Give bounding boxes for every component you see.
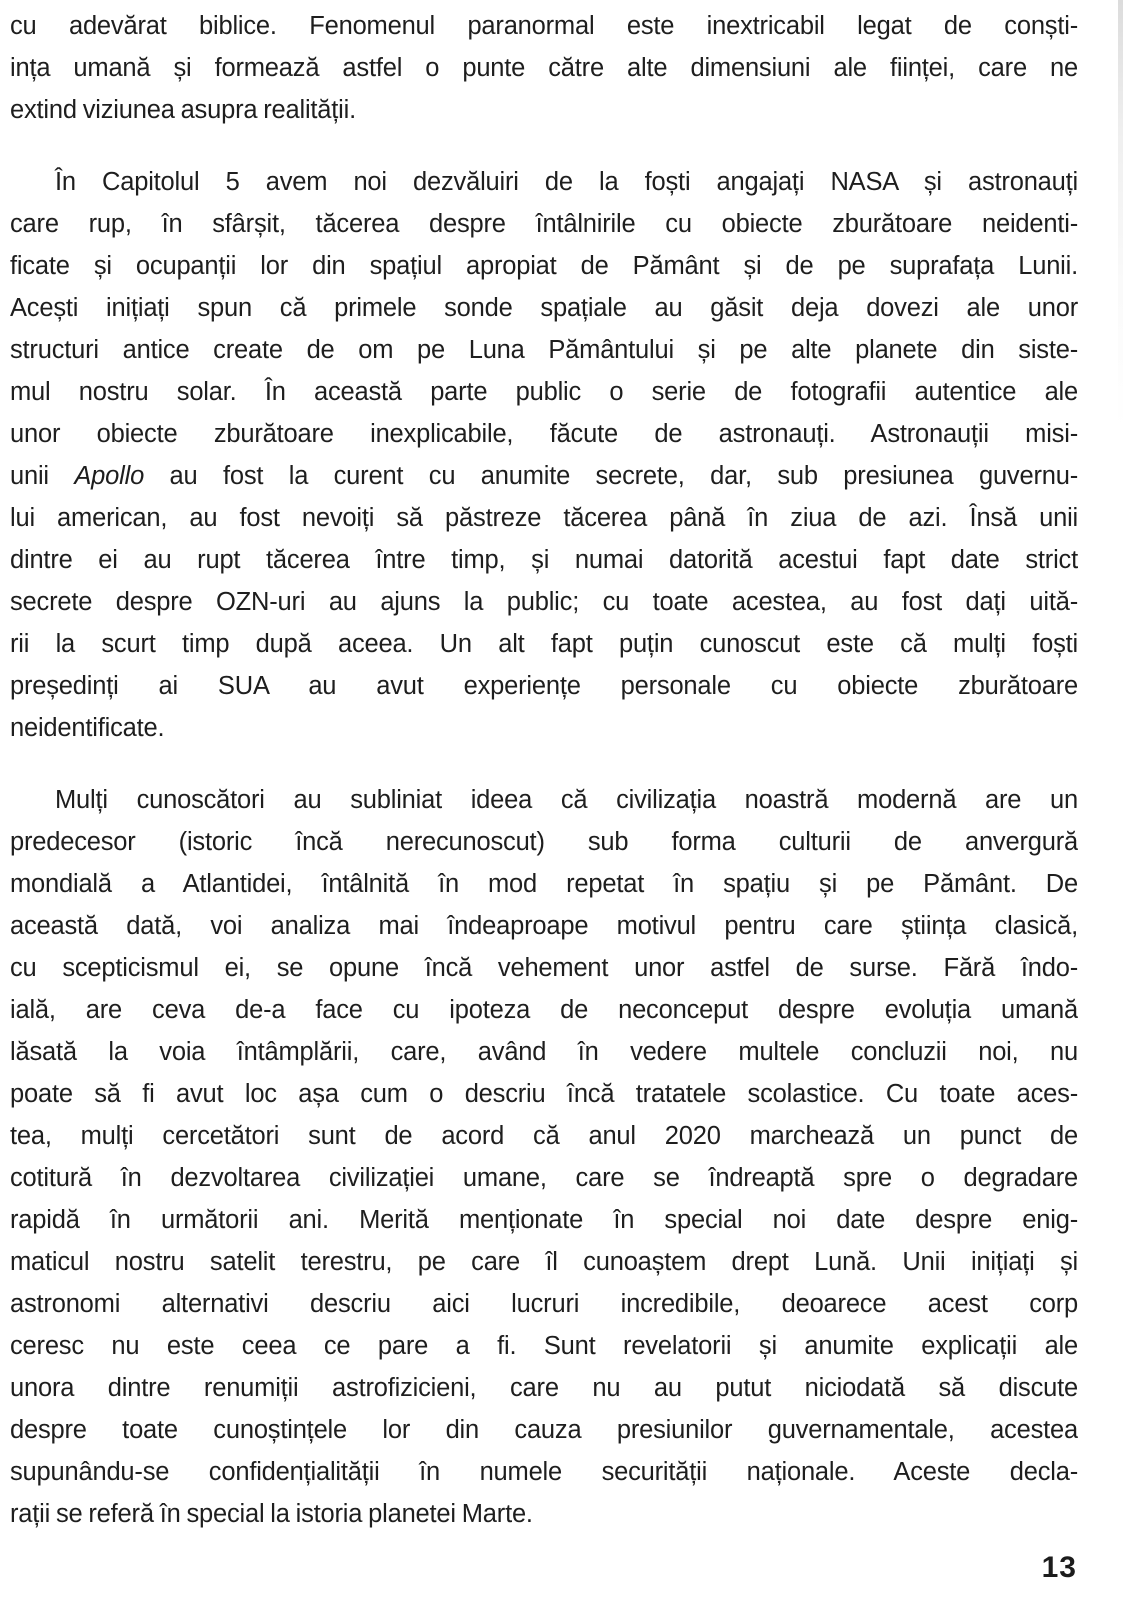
text-line: [10, 245, 1078, 287]
text-segment: extind viziunea asupra realității.: [10, 96, 356, 124]
text-segment: astronomi alternativi descriu aici lucruri incredibile, deoarece acest corp: [10, 1290, 1078, 1318]
text-line: [10, 497, 1078, 539]
text-segment: cotitură în dezvoltarea civilizației umane, care se îndreaptă spre o degradare: [10, 1164, 1078, 1192]
text-segment: rii la scurt timp după aceea. Un alt fapt puțin cunoscut este că mulți foști: [10, 630, 1078, 658]
text-segment: secrete despre OZN-uri au ajuns la public; cu toate acestea, au fost dați uită-: [10, 588, 1078, 616]
italic-text: Apollo: [74, 462, 145, 490]
text-segment: structuri antice create de om pe Luna Pământului și pe alte planete din siste-: [10, 336, 1078, 364]
text-segment: Acești inițiați spun că primele sonde spațiale au găsit deja dovezi ale unor: [10, 294, 1078, 322]
text-segment: dintre ei au rupt tăcerea între timp, și numai datorită acestui fapt date strict: [10, 546, 1078, 574]
text-line: [10, 371, 1078, 413]
text-line: [10, 1199, 1078, 1241]
text-segment: despre toate cunoștințele lor din cauza presiunilor guvernamentale, acestea: [10, 1416, 1078, 1444]
text-line: [10, 1451, 1078, 1493]
text-segment: poate să fi avut loc așa cum o descriu încă tratatele scolastice. Cu toate aces-: [10, 1080, 1078, 1108]
text-line: [10, 821, 1078, 863]
text-line: [10, 1031, 1078, 1073]
text-line: [10, 1157, 1078, 1199]
text-line: [10, 863, 1078, 905]
text-line: [10, 623, 1078, 665]
paragraph-3: [10, 779, 1078, 1535]
text-segment: lui american, au fost nevoiți să păstreze tăcerea până în ziua de azi. Însă unii: [10, 504, 1078, 532]
text-segment: tea, mulți cercetători sunt de acord că anul 2020 marchează un punct de: [10, 1122, 1078, 1150]
text-segment: ința umană și formează astfel o punte către alte dimensiuni ale ființei, care ne: [10, 54, 1078, 82]
text-segment: În Capitolul 5 avem noi dezvăluiri de la foști angajați NASA și astronauți: [55, 168, 1078, 196]
text-segment: mondială a Atlantidei, întâlnită în mod repetat în spațiu și pe Pământ. De: [10, 870, 1078, 898]
text-segment: maticul nostru satelit terestru, pe care îl cunoaștem drept Lună. Unii inițiați și: [10, 1248, 1078, 1276]
text-line: [10, 5, 1078, 47]
text-segment: unii: [10, 462, 75, 490]
page-number: 13: [1041, 1551, 1077, 1584]
text-line: [10, 947, 1078, 989]
text-segment: ficate și ocupanții lor din spațiul apropiat de Pământ și de pe suprafața Lunii.: [10, 252, 1078, 280]
text-segment: unora dintre renumiții astrofizicieni, care nu au putut niciodată să discute: [10, 1374, 1078, 1402]
text-line: [10, 1073, 1078, 1115]
text-segment: au fost la curent cu anumite secrete, dar, sub presiunea guvernu-: [144, 462, 1078, 490]
text-segment: președinți ai SUA au avut experiențe personale cu obiecte zburătoare: [10, 672, 1078, 700]
text-line: [10, 329, 1078, 371]
text-line: [10, 47, 1078, 89]
scan-edge-artifact: [1118, 0, 1123, 430]
text-segment: această dată, voi analiza mai îndeaproape motivul pentru care știința clasică,: [10, 912, 1078, 940]
text-line: [10, 1241, 1078, 1283]
text-line: [10, 989, 1078, 1031]
text-line: [10, 581, 1078, 623]
text-line: [10, 89, 1078, 131]
paragraph-1: [10, 5, 1078, 131]
text-line: [10, 1325, 1078, 1367]
text-line: [10, 1409, 1078, 1451]
text-segment: care rup, în sfârșit, tăcerea despre întâlnirile cu obiecte zburătoare neidenti-: [10, 210, 1078, 238]
text-segment: Mulți cunoscători au subliniat ideea că civilizația noastră modernă are un: [55, 786, 1078, 814]
text-line: [10, 707, 1078, 749]
text-line: [10, 779, 1078, 821]
text-segment: ială, are ceva de-a face cu ipoteza de neconceput despre evoluția umană: [10, 996, 1078, 1024]
text-segment: supunându-se confidențialității în numele securității naționale. Aceste decla-: [10, 1458, 1078, 1486]
text-segment: cu adevărat biblice. Fenomenul paranormal este inextricabil legat de conști-: [10, 12, 1078, 40]
text-line: [10, 1493, 1078, 1535]
text-line: [10, 905, 1078, 947]
page-text: [10, 5, 1078, 1535]
text-line: [10, 413, 1078, 455]
text-line: [10, 539, 1078, 581]
text-line: [10, 665, 1078, 707]
text-line: [10, 161, 1078, 203]
text-segment: mul nostru solar. În această parte public o serie de fotografii autentice ale: [10, 378, 1078, 406]
text-line: [10, 455, 1078, 497]
text-segment: rapidă în următorii ani. Merită menționate în special noi date despre enig-: [10, 1206, 1078, 1234]
text-line: [10, 1367, 1078, 1409]
text-segment: predecesor (istoric încă nerecunoscut) sub forma culturii de anvergură: [10, 828, 1078, 856]
text-segment: cu scepticismul ei, se opune încă vehement unor astfel de surse. Fără îndo-: [10, 954, 1078, 982]
text-segment: rații se referă în special la istoria planetei Marte.: [10, 1500, 533, 1528]
text-segment: lăsată la voia întâmplării, care, având în vedere multele concluzii noi, nu: [10, 1038, 1078, 1066]
text-segment: ceresc nu este ceea ce pare a fi. Sunt revelatorii și anumite explicații ale: [10, 1332, 1078, 1360]
paragraph-2: [10, 161, 1078, 749]
text-segment: unor obiecte zburătoare inexplicabile, făcute de astronauți. Astronauții misi-: [10, 420, 1078, 448]
text-line: [10, 287, 1078, 329]
text-line: [10, 1115, 1078, 1157]
text-segment: neidentificate.: [10, 714, 165, 742]
text-line: [10, 1283, 1078, 1325]
text-line: [10, 203, 1078, 245]
